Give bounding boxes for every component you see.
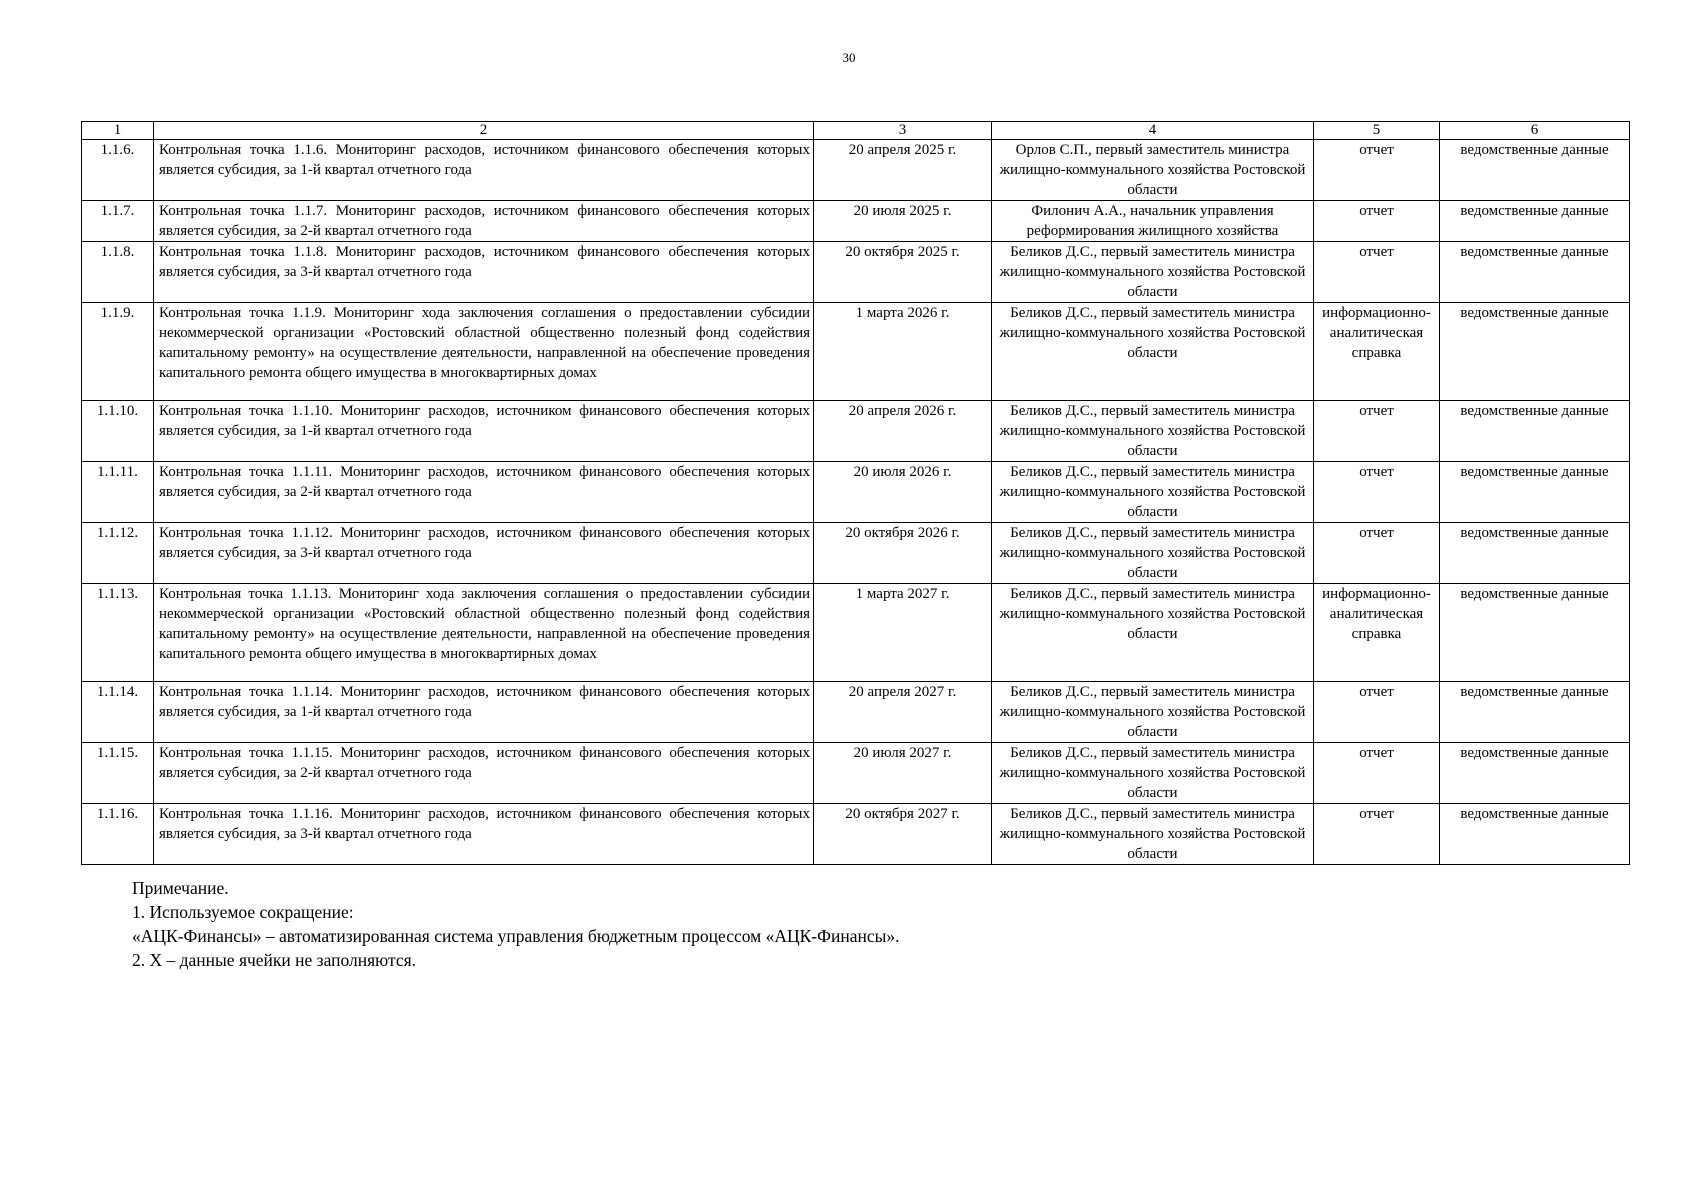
row-number: 1.1.6. [82, 140, 154, 201]
deadline-date: 20 июля 2025 г. [814, 201, 992, 242]
row-number: 1.1.14. [82, 682, 154, 743]
document-type: отчет [1314, 242, 1440, 303]
control-point-description: Контрольная точка 1.1.6. Мониторинг расходов, источником финансового обеспечения которых является субсидия, за 1-й квартал отчетного года [154, 140, 814, 201]
information-source: ведомственные данные [1440, 303, 1630, 401]
column-header: 3 [814, 122, 992, 140]
control-point-description: Контрольная точка 1.1.11. Мониторинг расходов, источником финансового обеспечения которых является субсидия, за 2-й квартал отчетного года [154, 462, 814, 523]
information-source: ведомственные данные [1440, 242, 1630, 303]
responsible-person: Беликов Д.С., первый заместитель министра жилищно-коммунального хозяйства Ростовской области [992, 401, 1314, 462]
document-type: информационно-аналитическая справка [1314, 303, 1440, 401]
deadline-date: 20 октября 2025 г. [814, 242, 992, 303]
table-row [82, 743, 1630, 804]
table-row [82, 584, 1630, 682]
note-line: 2. X – данные ячейки не заполняются. [132, 950, 417, 970]
information-source: ведомственные данные [1440, 201, 1630, 242]
responsible-person: Беликов Д.С., первый заместитель министра жилищно-коммунального хозяйства Ростовской области [992, 462, 1314, 523]
responsible-person: Беликов Д.С., первый заместитель министра жилищно-коммунального хозяйства Ростовской области [992, 584, 1314, 682]
table-row [82, 523, 1630, 584]
table-row [82, 401, 1630, 462]
column-header: 5 [1314, 122, 1440, 140]
row-number: 1.1.15. [82, 743, 154, 804]
row-number: 1.1.12. [82, 523, 154, 584]
document-type: отчет [1314, 401, 1440, 462]
document-type: отчет [1314, 201, 1440, 242]
information-source: ведомственные данные [1440, 804, 1630, 865]
note-title: Примечание. [132, 878, 229, 898]
table-header-row [82, 122, 1630, 140]
page-number: 30 [842, 50, 856, 65]
deadline-date: 1 марта 2026 г. [814, 303, 992, 401]
row-number: 1.1.7. [82, 201, 154, 242]
responsible-person: Беликов Д.С., первый заместитель министра жилищно-коммунального хозяйства Ростовской области [992, 743, 1314, 804]
deadline-date: 1 марта 2027 г. [814, 584, 992, 682]
document-type: отчет [1314, 140, 1440, 201]
deadline-date: 20 октября 2027 г. [814, 804, 992, 865]
responsible-person: Беликов Д.С., первый заместитель министра жилищно-коммунального хозяйства Ростовской области [992, 523, 1314, 584]
table-row [82, 242, 1630, 303]
table-row [82, 804, 1630, 865]
table-row [82, 462, 1630, 523]
row-number: 1.1.11. [82, 462, 154, 523]
row-number: 1.1.13. [82, 584, 154, 682]
column-header: 6 [1440, 122, 1630, 140]
deadline-date: 20 октября 2026 г. [814, 523, 992, 584]
row-number: 1.1.10. [82, 401, 154, 462]
note-line: «АЦК-Финансы» – автоматизированная система управления бюджетным процессом «АЦК-Финансы». [132, 926, 900, 946]
control-point-description: Контрольная точка 1.1.9. Мониторинг хода заключения соглашения о предоставлении субсидии некоммерческой организации «Ростовский областной общественно полезный фонд содействия капитальному ремонту» на осуществление деятельности, направленной на обеспечение проведения капитального ремонта общего имущества в многоквартирных домах [154, 303, 814, 401]
control-point-description: Контрольная точка 1.1.12. Мониторинг расходов, источником финансового обеспечения которых является субсидия, за 3-й квартал отчетного года [154, 523, 814, 584]
deadline-date: 20 июля 2026 г. [814, 462, 992, 523]
control-points-table [81, 121, 1630, 865]
document-type: отчет [1314, 462, 1440, 523]
control-point-description: Контрольная точка 1.1.8. Мониторинг расходов, источником финансового обеспечения которых является субсидия, за 3-й квартал отчетного года [154, 242, 814, 303]
table-row [82, 682, 1630, 743]
document-type: отчет [1314, 804, 1440, 865]
deadline-date: 20 июля 2027 г. [814, 743, 992, 804]
note-line: 1. Используемое сокращение: [132, 902, 354, 922]
deadline-date: 20 апреля 2025 г. [814, 140, 992, 201]
note-block [132, 876, 899, 972]
deadline-date: 20 апреля 2027 г. [814, 682, 992, 743]
deadline-date: 20 апреля 2026 г. [814, 401, 992, 462]
control-point-description: Контрольная точка 1.1.7. Мониторинг расходов, источником финансового обеспечения которых является субсидия, за 2-й квартал отчетного года [154, 201, 814, 242]
responsible-person: Беликов Д.С., первый заместитель министра жилищно-коммунального хозяйства Ростовской области [992, 682, 1314, 743]
control-point-description: Контрольная точка 1.1.13. Мониторинг хода заключения соглашения о предоставлении субсидии некоммерческой организации «Ростовский областной общественно полезный фонд содействия капитальному ремонту» на осуществление деятельности, направленной на обеспечение проведения капитального ремонта общего имущества в многоквартирных домах [154, 584, 814, 682]
control-point-description: Контрольная точка 1.1.16. Мониторинг расходов, источником финансового обеспечения которых является субсидия, за 3-й квартал отчетного года [154, 804, 814, 865]
information-source: ведомственные данные [1440, 584, 1630, 682]
responsible-person: Беликов Д.С., первый заместитель министра жилищно-коммунального хозяйства Ростовской области [992, 804, 1314, 865]
table-row [82, 303, 1630, 401]
document-type: отчет [1314, 682, 1440, 743]
responsible-person: Беликов Д.С., первый заместитель министра жилищно-коммунального хозяйства Ростовской области [992, 303, 1314, 401]
document-type: отчет [1314, 523, 1440, 584]
responsible-person: Филонич А.А., начальник управления реформирования жилищного хозяйства [992, 201, 1314, 242]
information-source: ведомственные данные [1440, 140, 1630, 201]
responsible-person: Орлов С.П., первый заместитель министра жилищно-коммунального хозяйства Ростовской области [992, 140, 1314, 201]
information-source: ведомственные данные [1440, 682, 1630, 743]
row-number: 1.1.8. [82, 242, 154, 303]
row-number: 1.1.16. [82, 804, 154, 865]
information-source: ведомственные данные [1440, 743, 1630, 804]
control-point-description: Контрольная точка 1.1.14. Мониторинг расходов, источником финансового обеспечения которых является субсидия, за 1-й квартал отчетного года [154, 682, 814, 743]
row-number: 1.1.9. [82, 303, 154, 401]
table-row [82, 201, 1630, 242]
control-point-description: Контрольная точка 1.1.10. Мониторинг расходов, источником финансового обеспечения которых является субсидия, за 1-й квартал отчетного года [154, 401, 814, 462]
column-header: 1 [82, 122, 154, 140]
document-type: информационно-аналитическая справка [1314, 584, 1440, 682]
column-header: 4 [992, 122, 1314, 140]
column-header: 2 [154, 122, 814, 140]
information-source: ведомственные данные [1440, 462, 1630, 523]
document-type: отчет [1314, 743, 1440, 804]
control-point-description: Контрольная точка 1.1.15. Мониторинг расходов, источником финансового обеспечения которых является субсидия, за 2-й квартал отчетного года [154, 743, 814, 804]
information-source: ведомственные данные [1440, 401, 1630, 462]
information-source: ведомственные данные [1440, 523, 1630, 584]
table-row [82, 140, 1630, 201]
responsible-person: Беликов Д.С., первый заместитель министра жилищно-коммунального хозяйства Ростовской области [992, 242, 1314, 303]
